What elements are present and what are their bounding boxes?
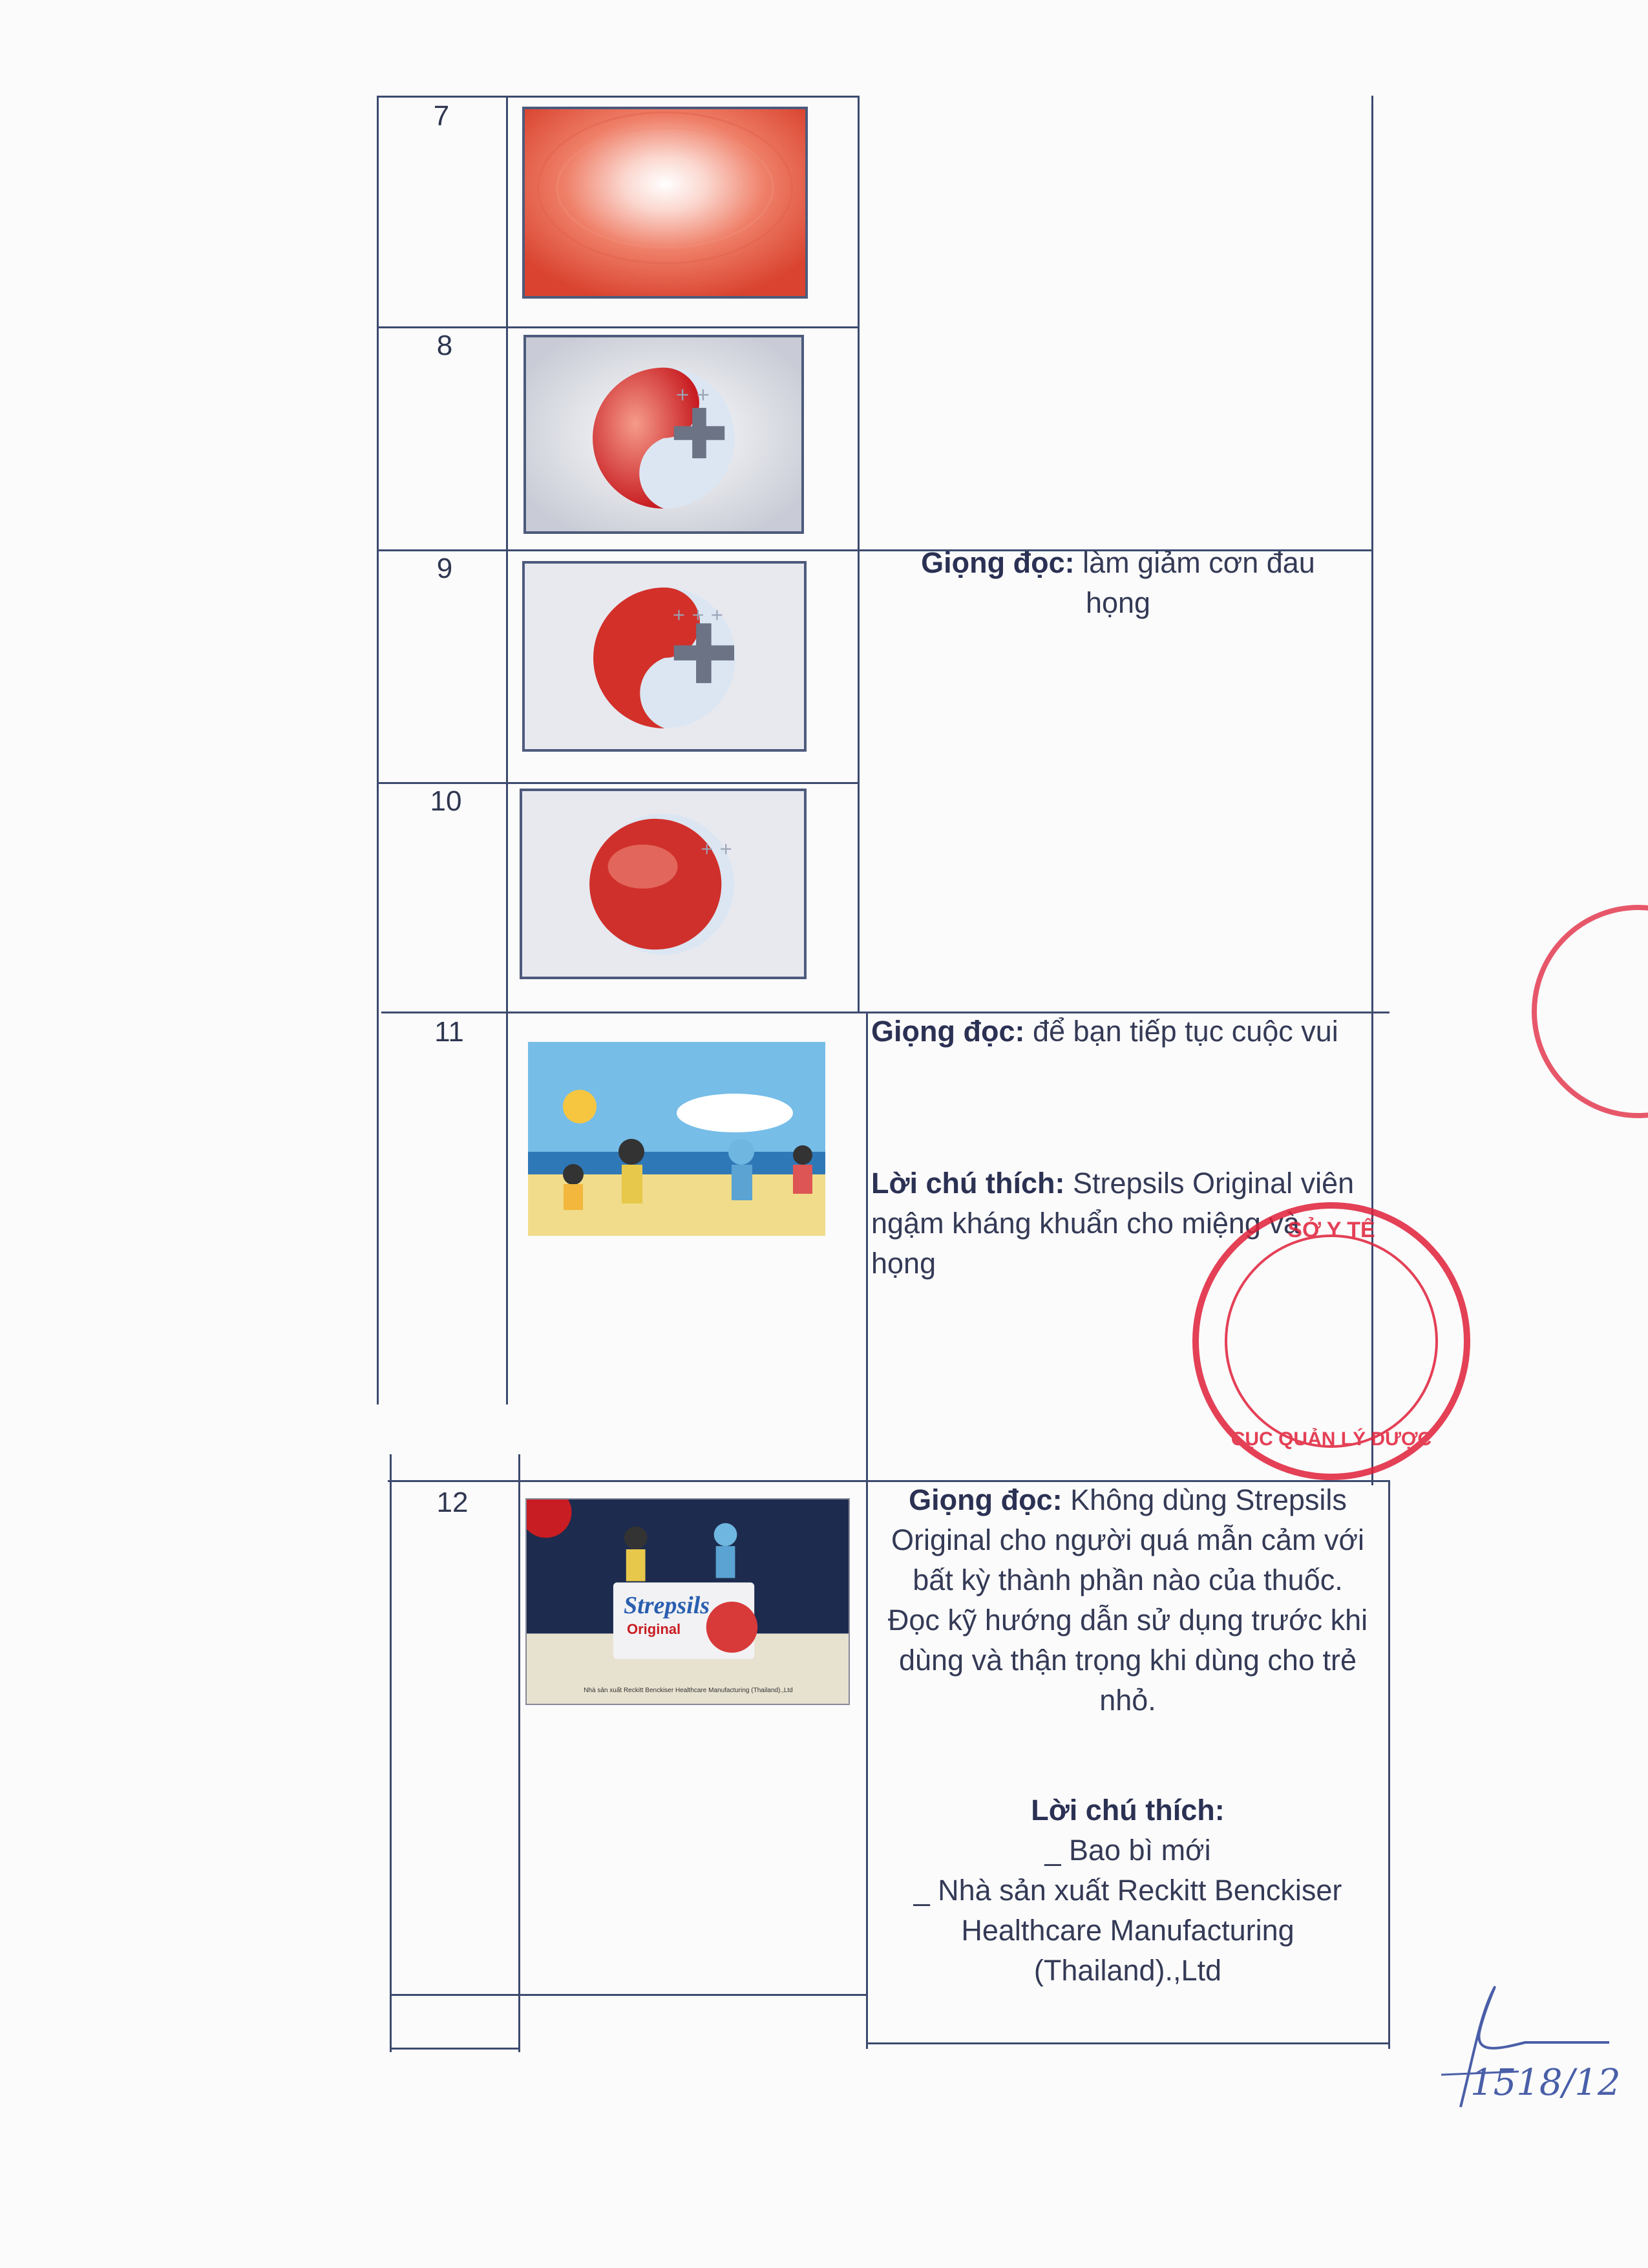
voice-text: Không dùng Strepsils Original cho người quá mẫn cảm với bất kỳ thành phần nào của thuốc. Đọc kỹ hướng dẫn sử dụng trước khi dùng và thận trọng khi dùng cho trẻ nhỏ. <box>887 1483 1368 1717</box>
voice-text: làm giảm cơn đau họng <box>1083 546 1315 619</box>
row-number: 10 <box>430 785 462 817</box>
row-number: 8 <box>436 330 453 361</box>
voice-label: Giọng đọc: <box>871 1015 1025 1048</box>
pack-variant: Original <box>627 1621 681 1637</box>
row-12-caption <box>885 1790 1370 1991</box>
beach-scene-image <box>528 1042 825 1236</box>
svg-text:+ + +: + + + <box>671 604 724 624</box>
row-12-voice <box>885 1480 1370 1721</box>
row-divider-bottom-extra <box>390 1994 868 1996</box>
official-seal-stamp <box>1192 1202 1470 1480</box>
caption-item: _ Bao bì mới <box>1044 1834 1211 1867</box>
red-swirl-image <box>525 109 805 296</box>
seal-text-top: SỞ Y TẾ <box>1287 1218 1375 1242</box>
caption-label: Lời chú thích: <box>1031 1794 1225 1827</box>
svg-text:+ +: + + <box>699 838 733 858</box>
svg-text:+ +: + + <box>675 385 711 405</box>
frame-9-logo <box>522 561 807 752</box>
caption-label: Lời chú thích: <box>871 1167 1065 1200</box>
company-stamp-partial <box>1532 905 1648 1118</box>
row-divider-7-8 <box>377 326 860 328</box>
table-border-left-lower <box>390 1454 392 2052</box>
row-top-border <box>377 96 860 98</box>
handwritten-number: 1518/12 <box>1470 2062 1621 2104</box>
voice-label: Giọng đọc: <box>921 546 1075 579</box>
row-number: 12 <box>436 1487 469 1518</box>
table-border-right-lower <box>1388 1480 1390 2049</box>
col-divider-1-lower <box>518 1454 520 2052</box>
pack-brand: Strepsils <box>624 1592 710 1619</box>
pack-manufacturer-line: Nhà sản xuất Reckitt Benckiser Healthcare Manufacturing (Thailand).,Ltd <box>584 1687 793 1694</box>
caption-item: _ Nhà sản xuất Reckitt Benckiser Healthcare Manufacturing (Thailand).,Ltd <box>913 1874 1342 1987</box>
frame-12-packshot <box>525 1498 850 1705</box>
seal-text-bottom: CỤC QUẢN LÝ DƯỢC <box>1231 1428 1432 1450</box>
frame-10-logo <box>520 789 807 979</box>
row-11-voice <box>871 1012 1356 1052</box>
row-9-voice <box>892 543 1344 623</box>
frame-8-logo <box>523 335 804 534</box>
frame-7-red-swirl <box>522 107 808 299</box>
row-number: 7 <box>433 100 450 132</box>
table-border-left <box>377 96 379 1404</box>
row-bottom-border-right <box>866 2042 1390 2044</box>
strepsils-s-logo <box>522 791 804 977</box>
row-number: 9 <box>436 553 453 584</box>
voice-label: Giọng đọc: <box>909 1483 1062 1516</box>
row-bottom-border-left <box>390 2048 520 2050</box>
row-divider-9-10 <box>377 782 860 784</box>
strepsils-s-logo <box>526 337 801 531</box>
frame-11-beach <box>528 1042 825 1236</box>
strepsils-s-logo <box>525 564 804 749</box>
col-divider-2 <box>858 96 860 1013</box>
col-divider-1 <box>506 96 508 1404</box>
voice-text: để bạn tiếp tục cuộc vui <box>1032 1015 1338 1048</box>
row-number: 11 <box>434 1016 464 1048</box>
caption-text: Strepsils Original viên ngậm kháng khuẩn cho miệng và họng <box>871 1167 1355 1280</box>
col-divider-2-lower <box>866 1012 868 2049</box>
